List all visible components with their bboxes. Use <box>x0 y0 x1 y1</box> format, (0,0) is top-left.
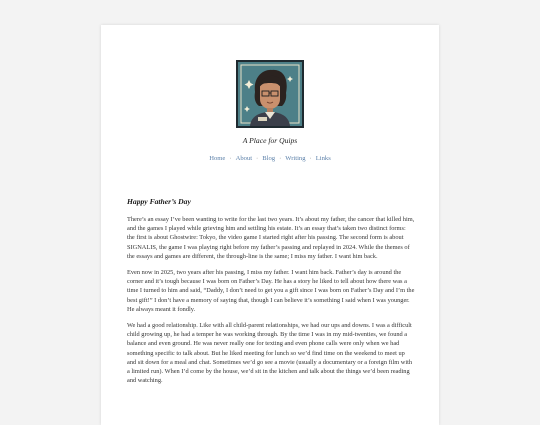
nav-links-link[interactable]: Links <box>315 155 331 162</box>
nav-separator: · <box>279 155 282 162</box>
post-paragraph: Even now in 2025, two years after his passing, I miss my father. I want him back. Father’s day is around the corner and it’s tough because I was born on Father’s Day. He has a story he liked to tell about how there was a time I turned to him and said, “Daddy, I don’t need to get you a gift since I was born on Father’s Day and I’m the best gift!” I don’t have a memory of saying that, though I can believe it’s something I said when I was younger. He always meant it fondly. <box>127 269 415 313</box>
nav-separator: · <box>309 155 312 162</box>
page-card <box>101 25 439 425</box>
avatar-illustration <box>238 62 302 126</box>
nav-separator: · <box>229 155 232 162</box>
nav-writing-link[interactable]: Writing <box>285 155 306 162</box>
nav-about-link[interactable]: About <box>235 155 253 162</box>
site-title[interactable]: A Place for Quips <box>242 136 298 145</box>
avatar[interactable] <box>236 60 304 128</box>
main-nav <box>101 155 439 162</box>
nav-home-link[interactable]: Home <box>209 155 226 162</box>
post-title: Happy Father’s Day <box>127 197 191 206</box>
blog-post <box>127 197 415 392</box>
post-paragraph: We had a good relationship. Like with all child-parent relationships, we had our ups and downs. I was a difficult child growing up, he had a temper he was working through. By the time I was in my mid-twenties, we found a balance and even ground. He was never really one for texting and even phone calls were only when we had something specific to talk about. But he liked meeting for lunch so we’d find time on the weekend to meet up and sit down for a meal and chat. Sometimes we’d go see a movie (usually a documentary or a foreign film with a limited run). When I’d come by the house, we’d sit in the kitchen and talk about the things we’d been reading and watching. <box>127 322 413 385</box>
post-paragraph: There’s an essay I’ve been wanting to write for the last two years. It’s about my father, the cancer that killed him, and the games I played while grieving him and settling his estate. It’s an essay that’s taken two distinct forms: the first is about Ghostwire: Tokyo, the video game I started right after his passing. The second form is about SIGNALIS, the game I was playing right before my father’s passing and replayed in 2024. While the themes of the essays and games are different, the through-line is the same; I miss my father. I want him back. <box>127 216 415 260</box>
nav-separator: · <box>256 155 259 162</box>
nav-blog-link[interactable]: Blog <box>262 155 276 162</box>
